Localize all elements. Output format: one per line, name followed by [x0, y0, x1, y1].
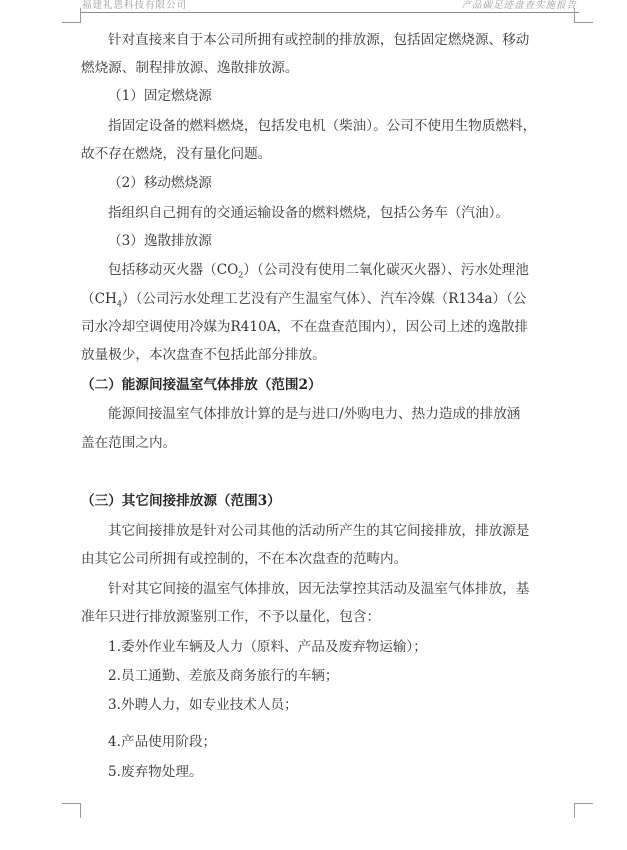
list-item: 5.废弃物处理。 [108, 764, 203, 780]
paragraph-line: 其它间接排放是针对公司其他的活动所产生的其它间接排放，排放源是 [108, 523, 530, 539]
paragraph-line: 燃烧源、制程排放源、逸散排放源。 [81, 60, 299, 76]
paragraph-line: 准年只进行排放源鉴别工作，不予以量化，包含： [81, 609, 381, 625]
crop-mark-bottom-left [62, 803, 81, 818]
sub-heading-fixed-combustion: （1）固定燃烧源 [108, 88, 212, 104]
list-item: 3.外聘人力，如专业技术人员； [108, 697, 298, 713]
ch4-prefix: （CH [81, 291, 117, 307]
ch4-subscript: 4 [116, 299, 122, 309]
header-rule [80, 12, 579, 13]
paragraph-line: 针对其它间接的温室气体排放，因无法掌控其活动及温室气体排放，基 [108, 581, 530, 597]
paragraph-line: 指固定设备的燃料燃烧，包括发电机（柴油）。公司不使用生物质燃料， [108, 118, 537, 134]
list-item: 2.员工通勤、差旅及商务旅行的车辆； [108, 668, 339, 684]
crop-mark-top-left [62, 8, 81, 23]
paragraph-line: 盖在范围之内。 [81, 435, 177, 451]
paragraph-line: 由其它公司所拥有或控制的，不在本次盘查的范畴内。 [81, 551, 408, 567]
co2-subscript: 2 [238, 270, 244, 280]
paragraph-line: 针对直接来自于本公司所拥有或控制的排放源，包括固定燃烧源、移动 [108, 32, 530, 48]
paragraph-line: $(CH_4)$（公司污水处理工艺没有产生温室气体）、汽车冷媒（R134a）（公 [81, 291, 527, 309]
header-report-title: 产品碳足迹盘查实施报告 [461, 0, 577, 11]
sub-heading-fugitive-emissions: （3）逸散排放源 [108, 233, 212, 249]
list-item: 4.产品使用阶段； [108, 734, 217, 750]
sub-heading-mobile-combustion: （2）移动燃烧源 [108, 175, 212, 191]
list-item: 1.委外作业车辆及人力（原料、产品及废弃物运输）； [108, 639, 427, 655]
section-heading-scope-2: （二）能源间接温室气体排放（范围2） [81, 377, 322, 393]
paragraph-line: 故不存在燃烧，没有量化问题。 [81, 146, 272, 162]
paragraph-line: 指组织自己拥有的交通运输设备的燃料燃烧，包括公务车（汽油）。 [108, 205, 510, 221]
paragraph-line: 能源间接温室气体排放计算的是与进口/外购电力、热力造成的排放涵 [108, 406, 521, 422]
co2-prefix: 包括移动灭火器（CO [108, 262, 239, 278]
crop-mark-top-right [574, 8, 593, 23]
paragraph-line: 放量极少，本次盘查不包括此部分排放。 [81, 347, 326, 363]
header-company-name: 福建礼恩科技有限公司 [82, 0, 188, 11]
paragraph-line: 包括移动灭火器$(CO_2)$（公司没有使用二氧化碳灭火器）、污水处理池 [108, 262, 529, 280]
crop-mark-bottom-right [574, 803, 593, 818]
section-heading-scope-3: （三）其它间接排放源（范围3） [81, 493, 281, 509]
paragraph-line: 司水冷却空调使用冷媒为R410A，不在盘查范围内），因公司上述的逸散排 [81, 319, 529, 335]
